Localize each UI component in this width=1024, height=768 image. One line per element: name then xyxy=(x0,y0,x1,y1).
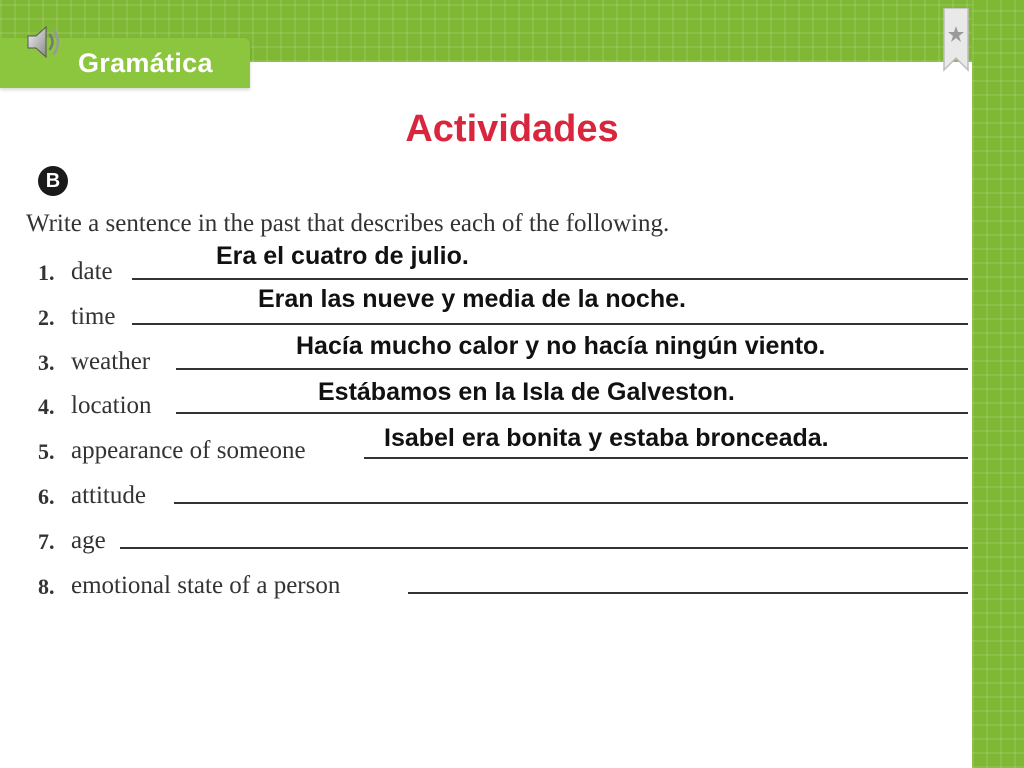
answer-time[interactable]: Eran las nueve y media de la noche. xyxy=(258,285,686,313)
list-item-date xyxy=(38,256,968,286)
item-label: time xyxy=(71,303,116,330)
item-number: 4. xyxy=(38,394,55,419)
item-number: 1. xyxy=(38,260,55,285)
list-item-attitude xyxy=(38,480,968,510)
item-label: location xyxy=(71,392,152,419)
activity-badge: B xyxy=(38,166,68,196)
answer-line[interactable] xyxy=(408,592,968,594)
instructions: Write a sentence in the past that describes each of the following. xyxy=(26,210,670,237)
answer-date[interactable]: Era el cuatro de julio. xyxy=(216,242,469,270)
item-number: 3. xyxy=(38,350,55,375)
item-label: age xyxy=(71,527,106,554)
item-label: attitude xyxy=(71,482,146,509)
item-number: 5. xyxy=(38,439,55,464)
section-tab-title: Gramática xyxy=(78,48,213,78)
answer-line[interactable] xyxy=(176,368,968,370)
item-number: 7. xyxy=(38,529,55,554)
item-number: 6. xyxy=(38,484,55,509)
answer-line[interactable] xyxy=(120,547,968,549)
answer-line[interactable] xyxy=(132,323,968,325)
answer-line[interactable] xyxy=(364,457,968,459)
answer-line[interactable] xyxy=(132,278,968,280)
list-item-emotional-state xyxy=(38,570,968,600)
item-number: 8. xyxy=(38,574,55,599)
speaker-icon[interactable] xyxy=(24,22,64,62)
item-label: weather xyxy=(71,348,151,375)
answer-location[interactable]: Estábamos en la Isla de Galveston. xyxy=(318,378,735,406)
answer-line[interactable] xyxy=(176,412,968,414)
item-label: appearance of someone xyxy=(71,437,306,464)
item-label: date xyxy=(71,258,113,285)
bookmark-icon[interactable] xyxy=(942,8,970,72)
item-label: emotional state of a person xyxy=(71,572,341,599)
item-number: 2. xyxy=(38,305,55,330)
list-item-age xyxy=(38,525,968,555)
answer-weather[interactable]: Hacía mucho calor y no hacía ningún viento. xyxy=(296,332,826,360)
answer-appearance[interactable]: Isabel era bonita y estaba bronceada. xyxy=(384,424,829,452)
answer-line[interactable] xyxy=(174,502,968,504)
page-title: Actividades xyxy=(405,108,619,150)
